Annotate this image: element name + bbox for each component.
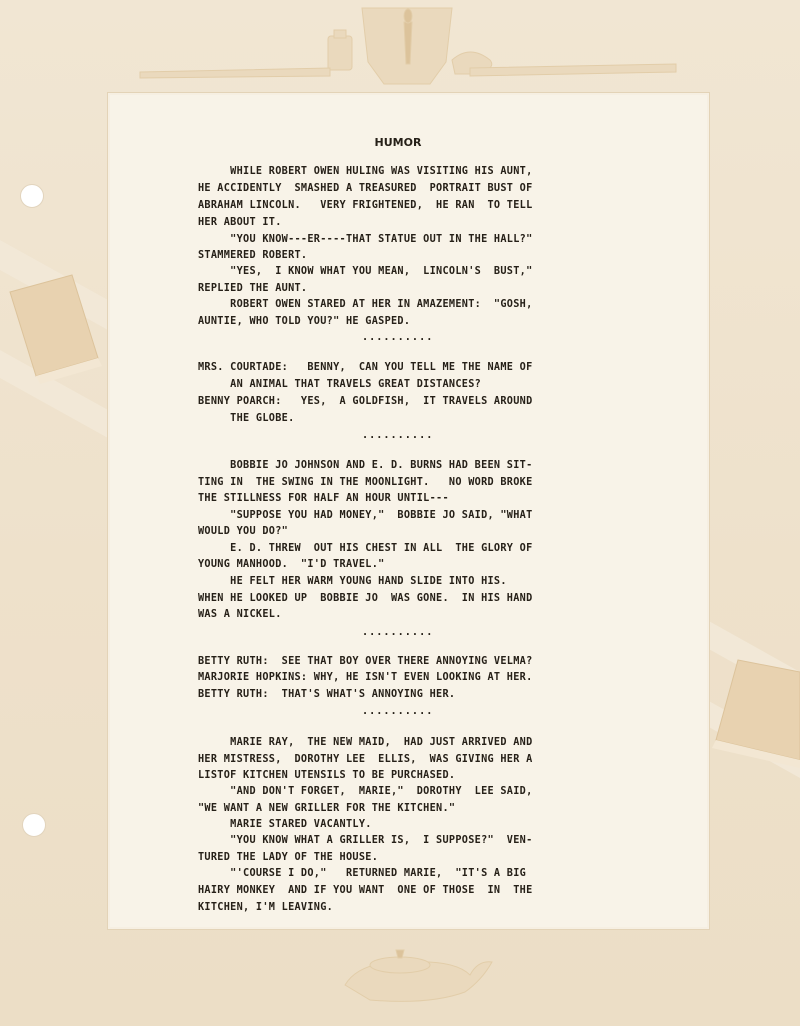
text-line: HAIRY MONKEY AND IF YOU WANT ONE OF THOSE IN THE [198,885,533,896]
text-line: MARJORIE HOPKINS: WHY, HE ISN'T EVEN LOOKING AT HER. [198,672,533,683]
binder-hole-top [20,184,44,208]
text-line: AN ANIMAL THAT TRAVELS GREAT DISTANCES? [198,379,482,390]
text-line: "YOU KNOW WHAT A GRILLER IS, I SUPPOSE?" VEN- [198,835,533,846]
text-line: HER MISTRESS, DOROTHY LEE ELLIS, WAS GIVING HER A [198,754,533,765]
text-line: "YOU KNOW---ER----THAT STATUE OUT IN THE HALL?" [198,234,533,245]
oil-lamp-emblem [345,950,492,1001]
keystone-torch-emblem [140,8,676,84]
text-line: WHILE ROBERT OWEN HULING WAS VISITING HIS AUNT, [198,166,533,177]
text-line: "SUPPOSE YOU HAD MONEY," BOBBIE JO SAID, "WHAT [198,510,533,521]
text-line: THE STILLNESS FOR HALF AN HOUR UNTIL--- [198,493,449,504]
text-line: "'COURSE I DO," RETURNED MARIE, "IT'S A BIG [198,868,527,879]
text-line: TING IN THE SWING IN THE MOONLIGHT. NO WORD BROKE [198,477,533,488]
text-line: WHEN HE LOOKED UP BOBBIE JO WAS GONE. IN HIS HAND [198,593,533,604]
text-line: HE FELT HER WARM YOUNG HAND SLIDE INTO HIS. [198,576,507,587]
text-line: "AND DON'T FORGET, MARIE," DOROTHY LEE SAID, [198,786,533,797]
text-line: LISTOF KITCHEN UTENSILS TO BE PURCHASED. [198,770,456,781]
text-line: HE ACCIDENTLY SMASHED A TREASURED PORTRAIT BUST OF [198,183,533,194]
text-line: ABRAHAM LINCOLN. VERY FRIGHTENED, HE RAN TO TELL [198,200,533,211]
text-line: KITCHEN, I'M LEAVING. [198,902,334,913]
text-line: ROBERT OWEN STARED AT HER IN AMAZEMENT: "GOSH, [198,299,533,310]
text-line: THE GLOBE. [198,413,295,424]
text-line: WOULD YOU DO?" [198,526,289,537]
text-line: BETTY RUTH: THAT'S WHAT'S ANNOYING HER. [198,689,456,700]
text-line: YOUNG MANHOOD. "I'D TRAVEL." [198,559,385,570]
text-line: WAS A NICKEL. [198,609,282,620]
left-book-decoration [0,240,108,438]
text-line: BENNY POARCH: YES, A GOLDFISH, IT TRAVELS AROUND [198,396,533,407]
right-book-decoration [707,620,800,778]
text-line: "WE WANT A NEW GRILLER FOR THE KITCHEN." [198,803,456,814]
section-separator: .......... [362,706,434,717]
text-line: "YES, I KNOW WHAT YOU MEAN, LINCOLN'S BUST," [198,266,533,277]
binder-hole-bottom [22,813,46,837]
text-line: REPLIED THE AUNT. [198,283,308,294]
text-line: STAMMERED ROBERT. [198,250,308,261]
text-line: TURED THE LADY OF THE HOUSE. [198,852,379,863]
text-line: AUNTIE, WHO TOLD YOU?" HE GASPED. [198,316,411,327]
text-line: BETTY RUTH: SEE THAT BOY OVER THERE ANNOYING VELMA? [198,656,533,667]
section-separator: .......... [362,332,434,343]
text-line: MRS. COURTADE: BENNY, CAN YOU TELL ME THE NAME OF [198,362,533,373]
text-line: E. D. THREW OUT HIS CHEST IN ALL THE GLORY OF [198,543,533,554]
text-line: HER ABOUT IT. [198,217,282,228]
text-line: BOBBIE JO JOHNSON AND E. D. BURNS HAD BEEN SIT- [198,460,533,471]
page-title: HUMOR [374,136,422,149]
section-separator: .......... [362,627,434,638]
text-line: MARIE RAY, THE NEW MAID, HAD JUST ARRIVED AND [198,737,533,748]
text-line: MARIE STARED VACANTLY. [198,819,372,830]
section-separator: .......... [362,430,434,441]
